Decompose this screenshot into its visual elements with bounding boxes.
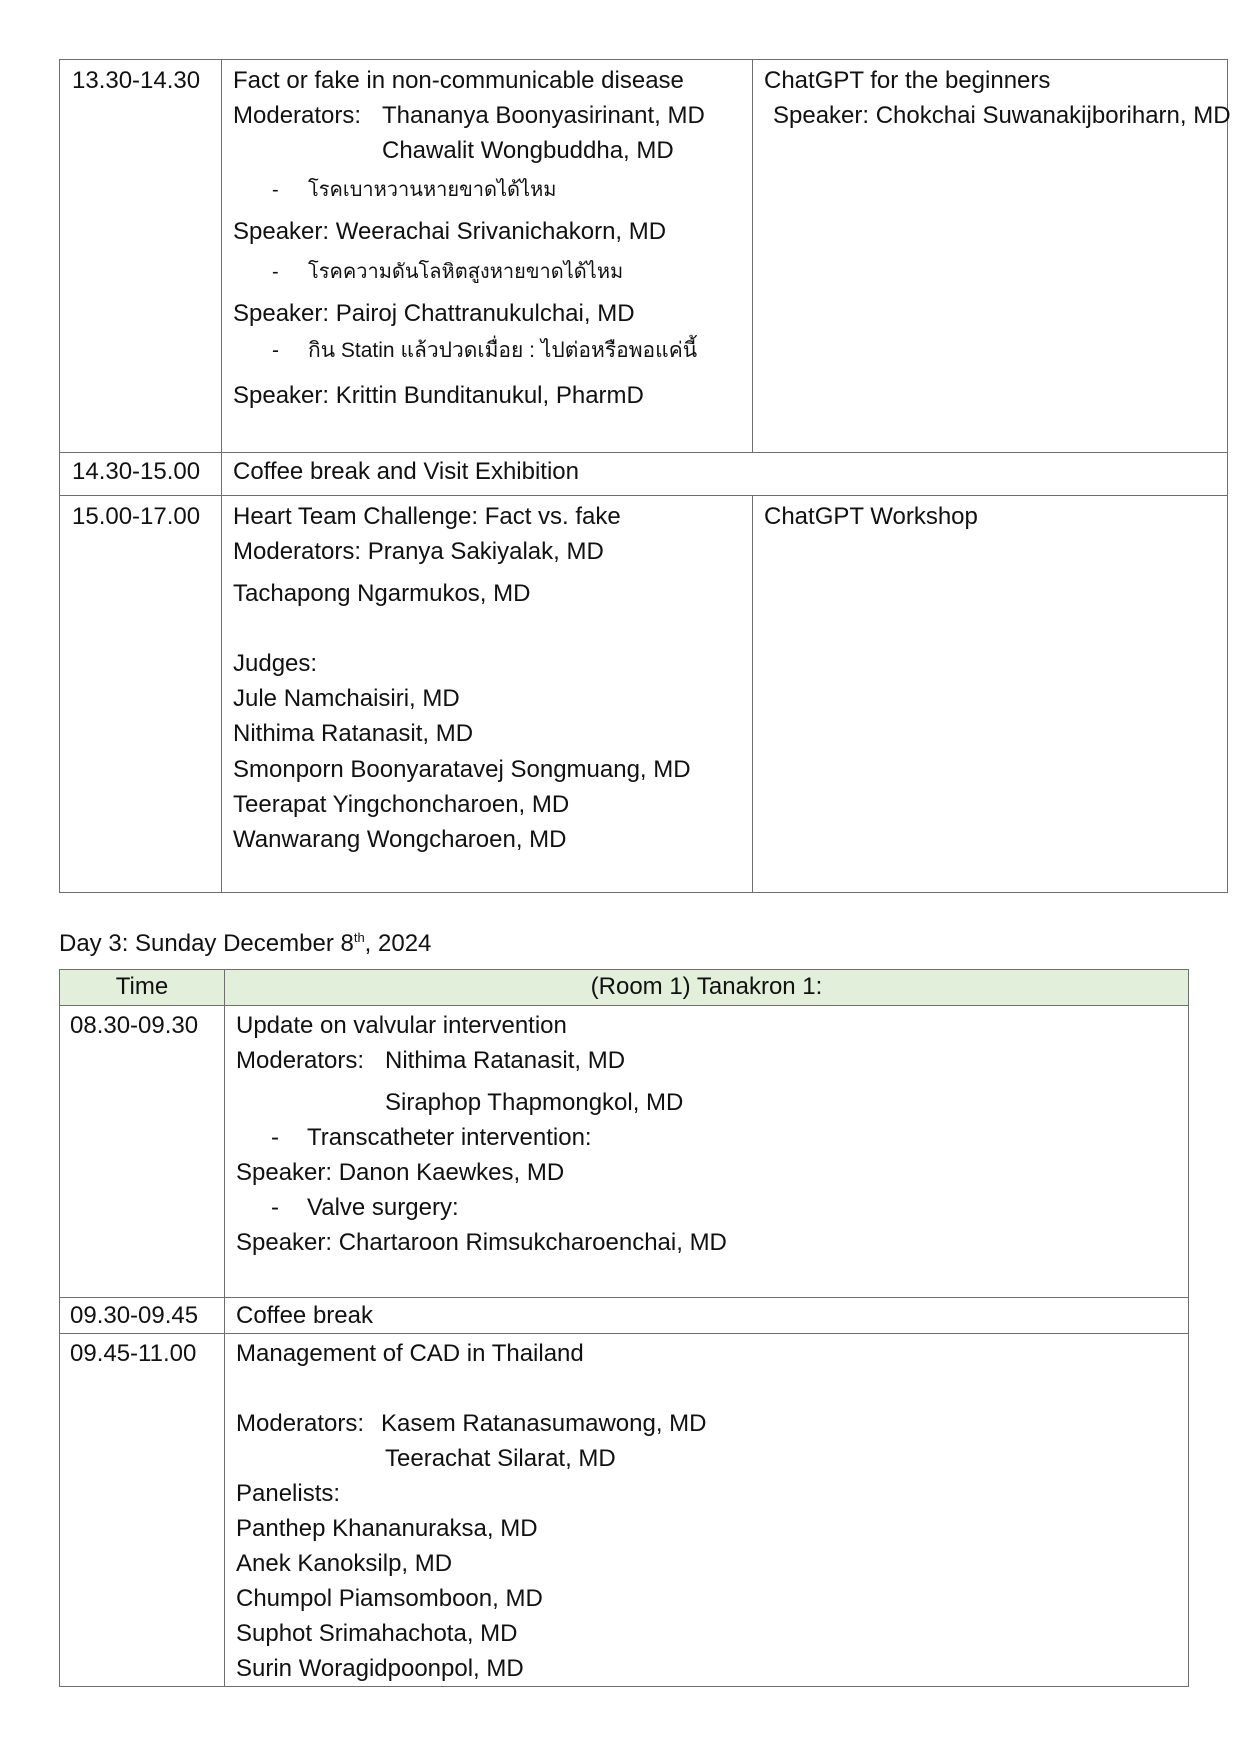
session-title: Management of CAD in Thailand	[236, 1340, 584, 1367]
day-heading-sup: th	[353, 930, 365, 945]
moderator-name: Tachapong Ngarmukos, MD	[233, 580, 531, 607]
judges-label: Judges:	[233, 650, 318, 677]
session-title: ChatGPT for the beginners	[764, 67, 1051, 94]
panelist-name: Surin Woragidpoonpol, MD	[236, 1655, 524, 1682]
schedule-table-day2	[59, 59, 1231, 893]
moderator-name: Thananya Boonyasirinant, MD	[382, 102, 705, 129]
day-heading-year: , 2024	[364, 930, 432, 957]
time-label: 13.30-14.30	[72, 67, 201, 94]
session-title: ChatGPT Workshop	[764, 503, 978, 530]
bullet-dash: -	[272, 179, 279, 201]
speaker-line: Speaker: Danon Kaewkes, MD	[236, 1159, 565, 1186]
break-cell	[222, 453, 1228, 496]
session-title: Heart Team Challenge: Fact vs. fake	[233, 503, 621, 530]
session-cell	[222, 496, 753, 893]
topic-text: โรคเบาหวานหายขาดได้ไหม	[308, 179, 557, 201]
bullet-dash: -	[271, 1124, 279, 1151]
header-time-label: Time	[115, 973, 169, 1000]
moderator-name: Teerachat Silarat, MD	[385, 1445, 616, 1472]
speaker-line: Speaker: Weerachai Srivanichakorn, MD	[233, 218, 667, 245]
time-cell	[60, 60, 222, 453]
header-room	[225, 970, 1189, 1006]
break-cell	[225, 1298, 1189, 1334]
topic-item	[272, 340, 697, 361]
time-cell	[60, 496, 222, 893]
header-room-label: (Room 1) Tanakron 1:	[590, 973, 823, 1000]
day-heading	[59, 930, 431, 958]
time-label: 09.45-11.00	[70, 1340, 197, 1367]
topic-item	[271, 1126, 592, 1150]
schedule-table-day3	[59, 969, 1189, 1687]
judge-name: Teerapat Yingchoncharoen, MD	[233, 791, 570, 818]
session-cell	[225, 1006, 1189, 1298]
panelist-name: Panthep Khananuraksa, MD	[236, 1515, 538, 1542]
topic-item	[272, 262, 623, 282]
bullet-dash: -	[272, 261, 279, 283]
session-cell-right	[753, 60, 1231, 453]
session-title: Fact or fake in non-communicable disease	[233, 67, 684, 94]
session-cell	[225, 1334, 1189, 1687]
panelists-label: Panelists:	[236, 1480, 341, 1507]
speaker-line: Speaker: Krittin Bunditanukul, PharmD	[233, 382, 644, 409]
judge-name: Wanwarang Wongcharoen, MD	[233, 826, 567, 853]
topic-item	[271, 1196, 459, 1220]
topic-text: โรคความดันโลหิตสูงหายขาดได้ไหม	[308, 261, 624, 283]
speaker-line: Speaker: Chokchai Suwanakijboriharn, MD	[773, 102, 1231, 129]
judge-name: Jule Namchaisiri, MD	[233, 685, 460, 712]
moderators-label: Moderators:	[236, 1410, 365, 1437]
time-label: 09.30-09.45	[70, 1302, 199, 1329]
panelist-name: Chumpol Piamsomboon, MD	[236, 1585, 543, 1612]
time-cell	[60, 453, 222, 496]
time-label: 08.30-09.30	[70, 1012, 199, 1039]
time-label: 14.30-15.00	[72, 458, 201, 485]
bullet-dash: -	[271, 1194, 279, 1221]
judge-name: Nithima Ratanasit, MD	[233, 720, 474, 747]
moderator-name: Chawalit Wongbuddha, MD	[382, 137, 674, 164]
topic-text: Transcatheter intervention:	[307, 1124, 592, 1151]
moderator-name: Nithima Ratanasit, MD	[385, 1047, 626, 1074]
moderator-name: Kasem Ratanasumawong, MD	[381, 1410, 707, 1437]
bullet-dash: -	[272, 339, 279, 362]
panelist-name: Suphot Srimahachota, MD	[236, 1620, 518, 1647]
session-title: Update on valvular intervention	[236, 1012, 567, 1039]
session-cell	[222, 60, 753, 453]
time-cell	[60, 1298, 225, 1334]
moderator-name: Siraphop Thapmongkol, MD	[385, 1089, 684, 1116]
judge-name: Smonporn Boonyaratavej Songmuang, MD	[233, 756, 691, 783]
time-cell	[60, 1006, 225, 1298]
time-cell	[60, 1334, 225, 1687]
break-text: Coffee break	[236, 1302, 373, 1329]
time-label: 15.00-17.00	[72, 503, 201, 530]
topic-text: กิน Statin แล้วปวดเมื่อย : ไปต่อหรือพอแค่นี้	[308, 339, 698, 362]
moderators-label: Moderators:	[236, 1047, 365, 1074]
break-text: Coffee break and Visit Exhibition	[233, 458, 579, 485]
session-cell-right	[753, 496, 1228, 893]
speaker-line: Speaker: Pairoj Chattranukulchai, MD	[233, 300, 635, 327]
speaker-line: Speaker: Chartaroon Rimsukcharoenchai, MD	[236, 1229, 727, 1256]
day-heading-text: Day 3: Sunday December 8	[59, 930, 354, 957]
moderators-label: Moderators:	[233, 102, 362, 129]
panelist-name: Anek Kanoksilp, MD	[236, 1550, 453, 1577]
header-time	[60, 970, 225, 1006]
moderators-line: Moderators: Pranya Sakiyalak, MD	[233, 538, 604, 565]
topic-text: Valve surgery:	[307, 1194, 459, 1221]
topic-item	[272, 180, 556, 200]
